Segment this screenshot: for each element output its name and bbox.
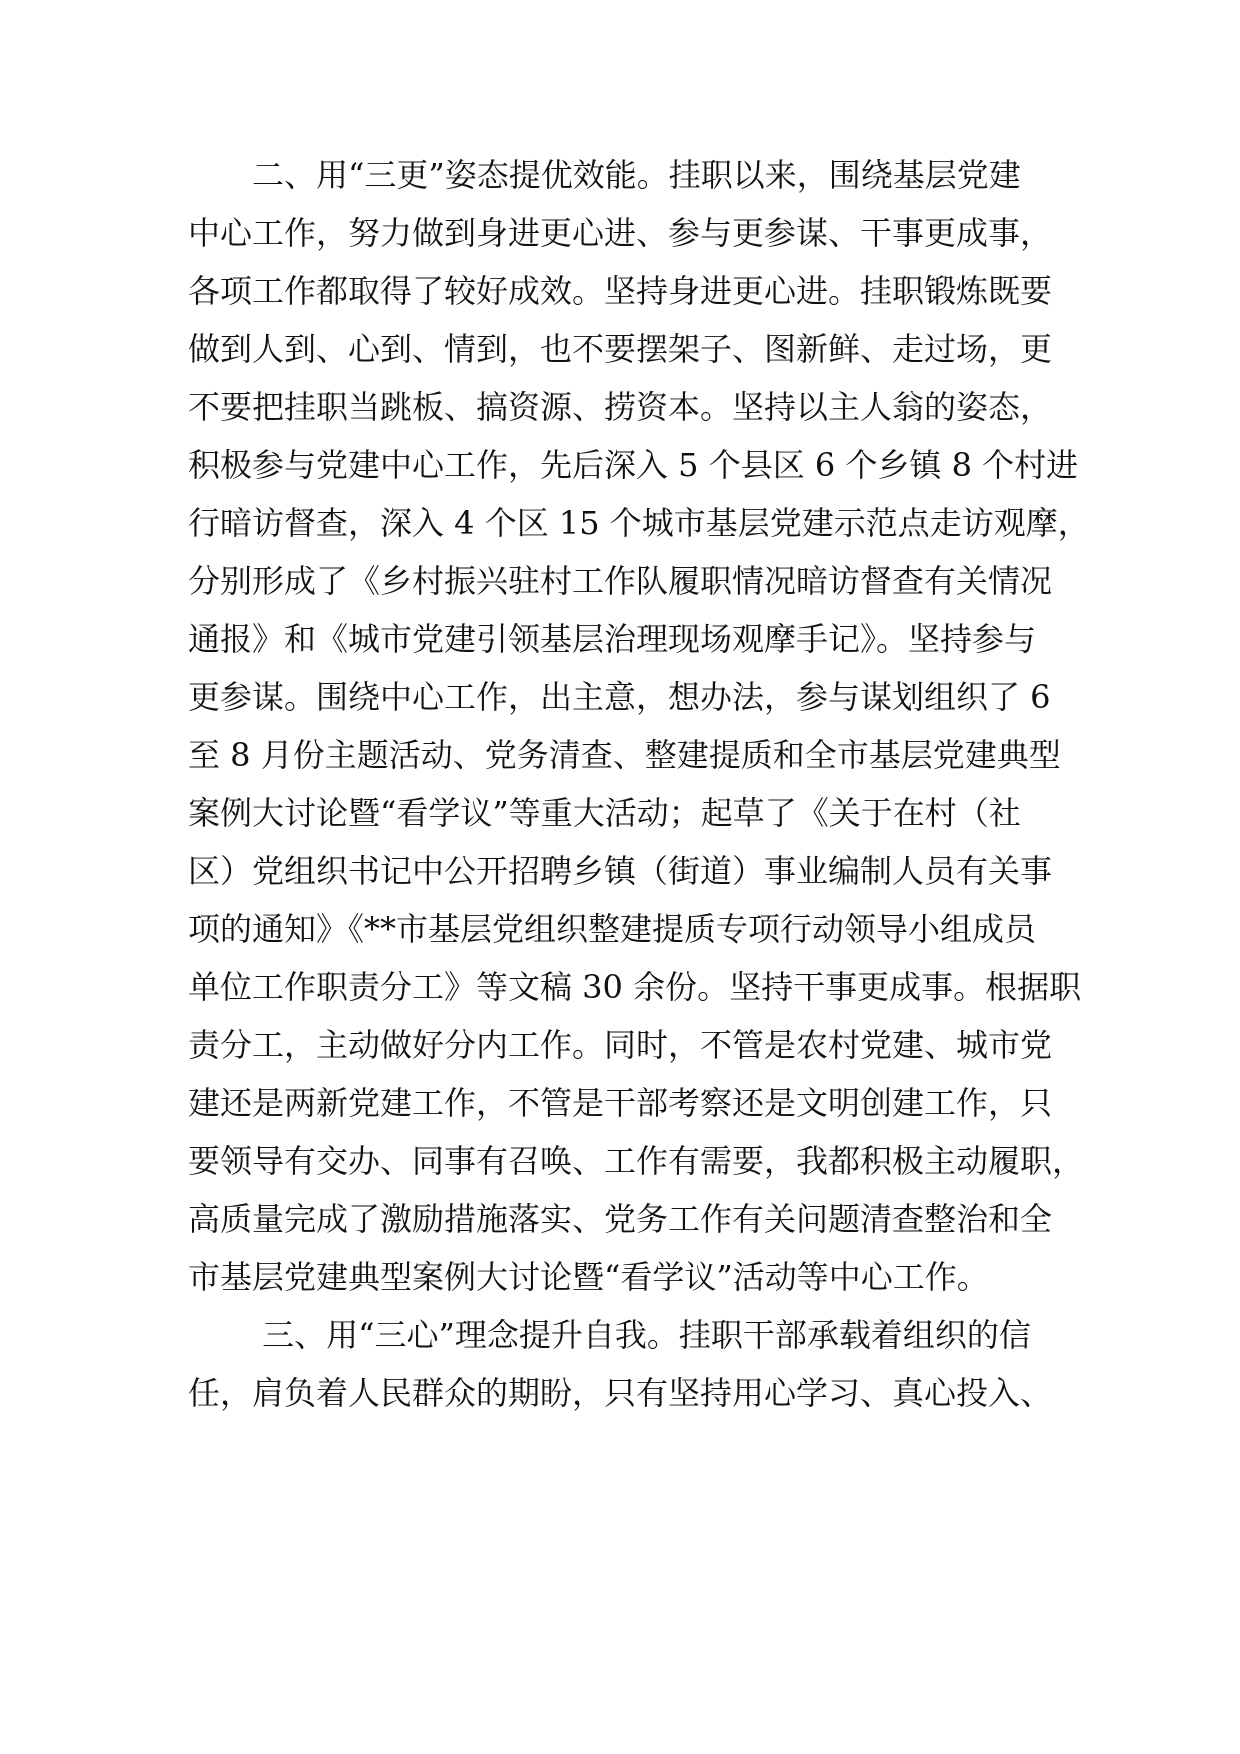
paragraph-2-line: 要领导有交办、同事有召唤、工作有需要，我都积极主动履职， xyxy=(188,1142,1085,1180)
paragraph-2-line: 不要把挂职当跳板、搞资源、捞资本。坚持以主人翁的姿态， xyxy=(188,388,1053,426)
paragraph-2-line: 行暗访督查，深入 4 个区 15 个城市基层党建示范点走访观摩， xyxy=(188,504,1090,542)
paragraph-2-line: 建还是两新党建工作，不管是干部考察还是文明创建工作，只 xyxy=(188,1084,1053,1122)
paragraph-3-line: 任，肩负着人民群众的期盼，只有坚持用心学习、真心投入、 xyxy=(188,1374,1053,1412)
paragraph-2-line: 分别形成了《乡村振兴驻村工作队履职情况暗访督查有关情况 xyxy=(188,562,1053,600)
paragraph-2-line: 市基层党建典型案例大讨论暨“看学议”活动等中心工作。 xyxy=(188,1258,989,1296)
paragraph-2-line: 更参谋。围绕中心工作，出主意，想办法，参与谋划组织了 6 xyxy=(188,678,1051,716)
paragraph-2-line: 案例大讨论暨“看学议”等重大活动；起草了《关于在村（社 xyxy=(188,794,1021,832)
paragraph-2-line: 通报》和《城市党建引领基层治理现场观摩手记》。坚持参与 xyxy=(188,620,1037,658)
paragraph-2-line: 二、用“三更”姿态提优效能。挂职以来，围绕基层党建 xyxy=(188,156,1021,194)
paragraph-2-line: 至 8 月份主题活动、党务清查、整建提质和全市基层党建典型 xyxy=(188,736,1061,774)
paragraph-2-line: 积极参与党建中心工作，先后深入 5 个县区 6 个乡镇 8 个村进 xyxy=(188,446,1079,484)
paragraph-2-line: 责分工，主动做好分内工作。同时，不管是农村党建、城市党 xyxy=(188,1026,1053,1064)
paragraph-3-line: 三、用“三心”理念提升自我。挂职干部承载着组织的信 xyxy=(188,1316,1031,1354)
paragraph-2-line: 区）党组织书记中公开招聘乡镇（街道）事业编制人员有关事 xyxy=(188,852,1053,890)
paragraph-2-line: 各项工作都取得了较好成效。坚持身进更心进。挂职锻炼既要 xyxy=(188,272,1053,310)
paragraph-2-line: 单位工作职责分工》等文稿 30 余份。坚持干事更成事。根据职 xyxy=(188,968,1082,1006)
paragraph-2-line: 高质量完成了激励措施落实、党务工作有关问题清查整治和全 xyxy=(188,1200,1053,1238)
paragraph-2-line: 做到人到、心到、情到，也不要摆架子、图新鲜、走过场，更 xyxy=(188,330,1053,368)
paragraph-2-line: 中心工作，努力做到身进更心进、参与更参谋、干事更成事， xyxy=(188,214,1053,252)
paragraph-2-line: 项的通知》《**市基层党组织整建提质专项行动领导小组成员 xyxy=(188,910,1037,948)
